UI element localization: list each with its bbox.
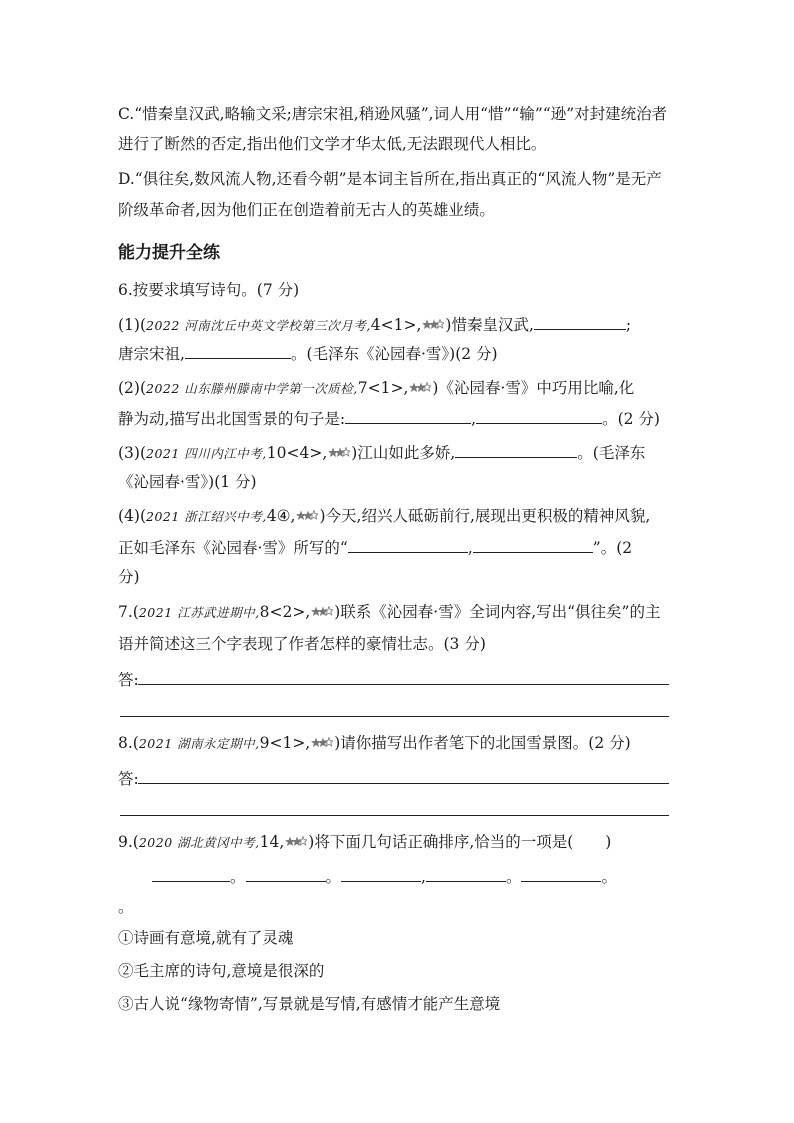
q6-part4-line3: 分) — [118, 568, 140, 586]
q9-close: ) — [605, 833, 612, 851]
q6-part3-line2: 《沁园春·雪》)(1 分) — [118, 473, 257, 491]
q7-source: 2021 江苏武进期中, — [138, 605, 260, 620]
q9-open: 9.( — [118, 833, 139, 851]
q6-p4-source: 2021 浙江绍兴中考, — [146, 509, 267, 524]
q9-blank-1[interactable] — [152, 866, 230, 882]
q6-p1-text: )惜秦皇汉武, — [445, 316, 534, 334]
q7-answer-label: 答: — [118, 671, 139, 689]
q8-num: 9<1>, — [259, 734, 311, 752]
q6-p1-num: 4<1>, — [370, 316, 422, 334]
q6-p2-num: 7<1>, — [357, 379, 409, 397]
q6-part1 — [118, 314, 684, 336]
q6-p1-blank[interactable] — [534, 314, 626, 330]
difficulty-stars-icon — [422, 316, 444, 336]
q6-p4-blank-2[interactable] — [473, 537, 593, 553]
q9-punct-1: 。 — [230, 868, 246, 886]
q6-p3-end: 。(毛泽东 — [577, 444, 646, 462]
q9-blank-3[interactable] — [341, 866, 421, 882]
q9-item-1: ①诗画有意境,就有了灵魂 — [118, 929, 294, 947]
difficulty-stars-icon — [311, 603, 333, 623]
q9-punct-5: 。 — [601, 868, 617, 886]
q7-stem — [118, 602, 684, 623]
q6-part3 — [118, 442, 684, 464]
q6-part4-line2 — [118, 537, 684, 558]
q9-item-3: ③古人说“缘物寄情”,写景就是写情,有感情才能产生意境 — [118, 995, 501, 1013]
q6-p4-open: (4)( — [118, 507, 147, 525]
q8-source: 2021 湖南永定期中, — [138, 736, 260, 751]
difficulty-stars-icon — [296, 507, 318, 527]
q6-p2-line2-text: 静为动,描写出北国雪景的句子是: — [118, 410, 346, 428]
option-c-line2: 进行了断然的否定,指出他们文学才华太低,无法跟现代人相比。 — [118, 135, 547, 153]
q9-text: )将下面几句话正确排序,恰当的一项是( — [308, 833, 574, 851]
q6-p1-open: (1)( — [118, 316, 147, 334]
option-d-line2: 阶级革命者,因为他们正在创造着前无古人的英雄业绩。 — [118, 201, 495, 219]
section-title: 能力提升全练 — [118, 243, 220, 263]
q6-p3-open: (3)( — [118, 444, 147, 462]
q7-open: 7.( — [118, 603, 139, 621]
q7-answer-line-2[interactable] — [120, 716, 669, 717]
q6-part1-line2 — [118, 343, 684, 364]
q7-answer-line-1[interactable] — [138, 684, 669, 685]
q6-p2-blank-2[interactable] — [476, 408, 602, 424]
difficulty-stars-icon — [328, 444, 350, 464]
q6-p4-comma: , — [467, 539, 473, 557]
q6-p2-blank-1[interactable] — [345, 408, 471, 424]
q8-answer-line-1[interactable] — [138, 783, 669, 784]
q9-stray-punct: 。 — [118, 898, 134, 916]
q6-p2-open: (2)( — [118, 379, 147, 397]
q8-answer-label: 答: — [118, 770, 139, 788]
q6-p1-end: ; — [625, 316, 632, 334]
q6-p3-source: 2021 四川内江中考, — [146, 446, 267, 461]
q8-stem — [118, 733, 684, 754]
q7-num: 8<2>, — [259, 603, 311, 621]
q6-p3-blank[interactable] — [455, 442, 577, 458]
q9-blank-2[interactable] — [246, 866, 326, 882]
q9-punct-2: 。 — [325, 868, 342, 886]
q9-source: 2020 湖北黄冈中考, — [138, 835, 260, 850]
difficulty-stars-icon — [285, 833, 307, 853]
q6-p2-end: 。(2 分) — [602, 410, 660, 428]
q6-stem: 6.按要求填写诗句。(7 分) — [118, 281, 300, 299]
q6-part4 — [118, 506, 684, 527]
q9-punct-3: , — [421, 868, 426, 886]
q6-p4-line2-end: ”。(2 — [592, 539, 633, 557]
q9-punct-4: 。 — [505, 868, 522, 886]
q6-p3-num: 10<4>, — [266, 444, 328, 462]
q6-p2-text: )《沁园春·雪》中巧用比喻,化 — [432, 379, 635, 397]
difficulty-stars-icon — [311, 734, 333, 754]
option-d-line1: D.“俱往矣,数风流人物,还看今朝”是本词主旨所在,指出真正的“风流人物”是无产 — [118, 170, 662, 188]
option-c-line1: C.“惜秦皇汉武,略输文采;唐宗宋祖,稍逊风骚”,词人用“惜”“输”“逊”对封建统治者 — [118, 105, 668, 123]
q8-answer-line-2[interactable] — [120, 815, 669, 816]
difficulty-stars-icon — [409, 379, 431, 399]
q9-blanks-row — [152, 866, 684, 887]
q9-blank-4[interactable] — [426, 866, 506, 882]
q6-p1-line2-end: 。(毛泽东《沁园春·雪》)(2 分) — [290, 345, 498, 363]
q6-p2-source: 2022 山东滕州滕南中学第一次质检, — [146, 381, 358, 396]
q6-p4-line2-text: 正如毛泽东《沁园春·雪》所写的“ — [118, 539, 348, 557]
q6-part2 — [118, 378, 684, 399]
q8-open: 8.( — [118, 734, 139, 752]
q6-p4-blank-1[interactable] — [348, 537, 468, 553]
q9-blank-5[interactable] — [521, 866, 601, 882]
q6-p1-source: 2022 河南沈丘中英文学校第三次月考, — [146, 318, 371, 333]
q9-num: 14, — [259, 833, 285, 851]
q6-p4-num: 4④, — [266, 507, 296, 525]
q6-part2-line2 — [118, 408, 684, 429]
q7-stem-line2: 语并简述这三个字表现了作者怎样的豪情壮志。(3 分) — [118, 635, 486, 653]
q7-text: )联系《沁园春·雪》全词内容,写出“俱往矣”的主 — [334, 603, 661, 621]
q6-p4-text: )今天,绍兴人砥砺前行,展现出更积极的精神风貌, — [319, 507, 651, 525]
q9-stem — [118, 832, 684, 853]
q6-p1-line2-blank[interactable] — [185, 343, 291, 359]
q9-item-2: ②毛主席的诗句,意境是很深的 — [118, 962, 325, 980]
q6-p3-text: )江山如此多娇, — [351, 444, 456, 462]
q8-text: )请你描写出作者笔下的北国雪景图。(2 分) — [334, 734, 631, 752]
q6-p2-comma: , — [471, 410, 477, 428]
q6-p1-line2-text: 唐宗宋祖, — [118, 345, 185, 363]
